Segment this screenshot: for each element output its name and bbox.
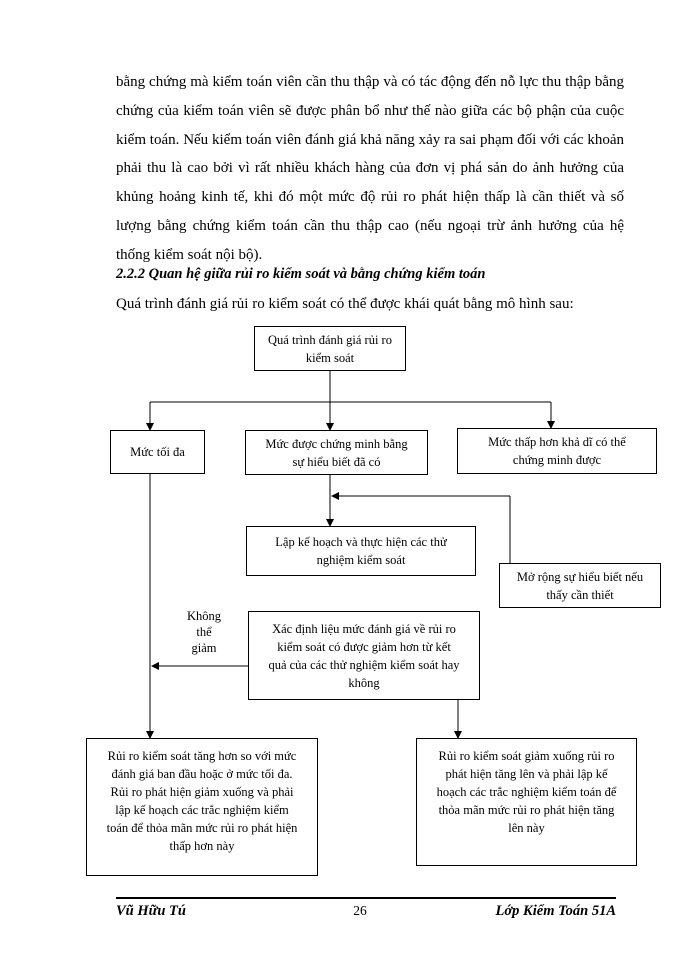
root-process-box: Quá trình đánh giá rủi ro kiểm soát xyxy=(254,326,406,371)
body-paragraph: bằng chứng mà kiểm toán viên cần thu thập và có tác động đến nỗ lực thu thập bằng chứng của kiểm toán viên sẽ được phân bổ như thế nào giữa các bộ phận của cuộc kiểm toán. Nếu kiểm toán viên đánh giá khả năng xảy ra sai phạm đối với các khoản phải thu là cao bởi vì rất nhiều khách hàng của đơn vị phá sản do ảnh hưởng của khủng hoảng kinh tế, khi đó một mức độ rủi ro phát hiện thấp là cần thiết và số lượng bằng chứng kiểm toán cần thu thập cao (nếu ngoại trừ ảnh hưởng của hệ thống kiểm soát nội bộ). xyxy=(116,74,624,263)
expand-understanding-box: Mở rộng sự hiểu biết nếu thấy cần thiết xyxy=(499,563,661,608)
plan-tests-box: Lập kế hoạch và thực hiện các thử nghiệm kiểm soát xyxy=(246,526,476,576)
cannot-reduce-label: Không thể giảm xyxy=(186,609,222,655)
risk-increase-box: Rủi ro kiểm soát tăng hơn so với mức đánh giá ban đầu hoặc ở mức tối đa. Rủi ro phát hiện giảm xuống và phải lập kế hoạch các trắc nghiệm kiểm toán để thỏa mãn mức rủi ro phát hiện thấp hơn này xyxy=(86,738,318,876)
diagram-intro: Quá trình đánh giá rủi ro kiểm soát có thể được khái quát bằng mô hình sau: xyxy=(116,296,574,312)
page-number: 26 xyxy=(353,903,367,918)
max-level-box: Mức tối đa xyxy=(110,430,205,474)
footer-author: Vũ Hữu Tú xyxy=(116,903,186,919)
lower-level-box: Mức thấp hơn khả dĩ có thể chứng minh được xyxy=(457,428,657,474)
determine-box: Xác định liệu mức đánh giá về rủi ro kiểm soát có được giảm hơn từ kết quả của các thử nghiệm kiểm soát hay không xyxy=(248,611,480,700)
footer-divider xyxy=(116,897,616,899)
understanding-level-box: Mức được chứng minh bằng sự hiểu biết đã có xyxy=(245,430,428,475)
footer-class: Lớp Kiểm Toán 51A xyxy=(495,903,616,919)
risk-decrease-box: Rủi ro kiểm soát giảm xuống rủi ro phát hiện tăng lên và phải lập kế hoạch các trắc nghiệm kiểm toán để thỏa mãn mức rủi ro phát hiện tăng lên này xyxy=(416,738,637,866)
section-heading: 2.2.2 Quan hệ giữa rủi ro kiểm soát và bằng chứng kiểm toán xyxy=(116,266,486,282)
